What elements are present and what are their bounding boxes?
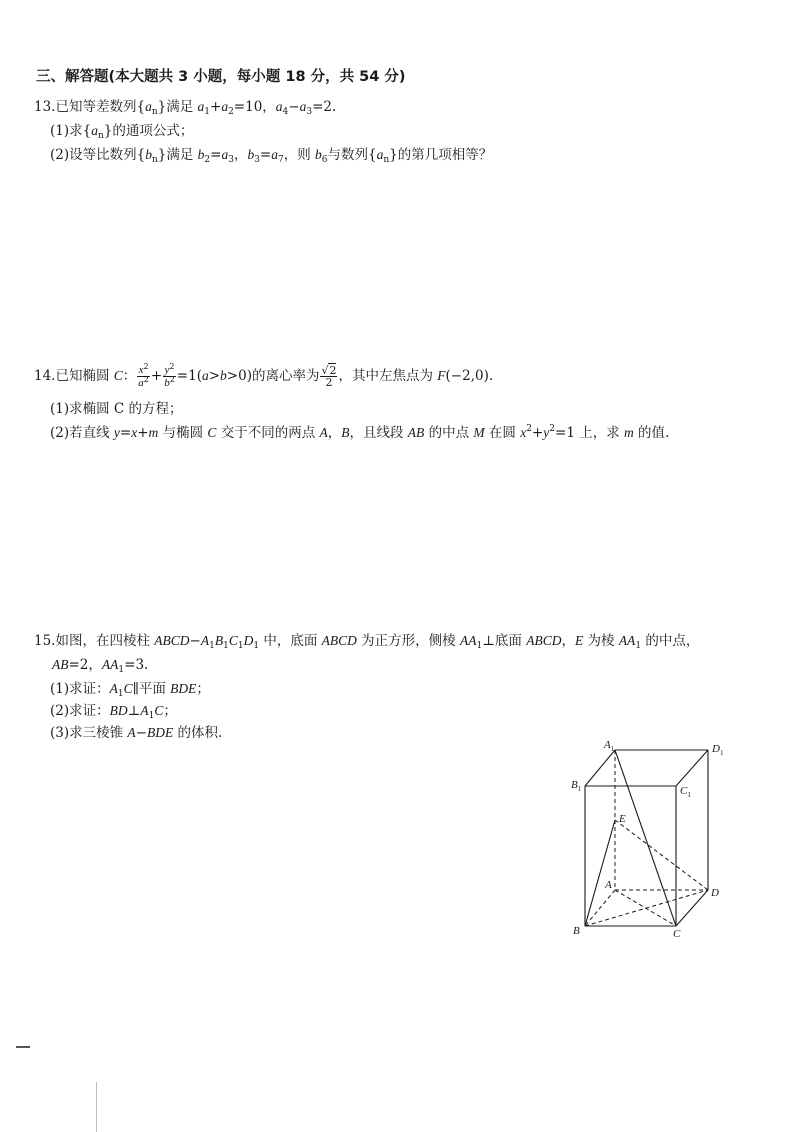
segment-a1-c	[615, 750, 676, 926]
label-a1: $A_1$	[604, 739, 615, 753]
hidden-segment-a-c	[615, 890, 676, 926]
label-c: C	[673, 928, 681, 938]
hidden-segment-e-d	[615, 820, 708, 890]
label-c1: $C_1$	[680, 785, 691, 799]
q14-part1: (1)求椭圆 C 的方程；	[50, 401, 183, 417]
q14-part2: (2)若直线 y=x+m 与椭圆 C 交于不同的两点 A，B，且线段 AB 的中点 M 在圆 $x^2+y^2=1$ 上，求 m 的值.	[50, 424, 670, 441]
label-d: D	[711, 887, 719, 899]
q15-intro: 15.如图，在四棱柱 $ABCD-A_1B_1C_1D_1$ 中，底面 ABCD 为正方形，侧棱 $AA_1\perp$底面 ABCD，E 为棱 $AA_1$ 的中点，	[34, 633, 700, 651]
label-b: B	[573, 925, 580, 937]
q13-part1: (1)求$\{a_n\}$的通项公式；	[50, 123, 194, 141]
q15-part2: (2)求证：$BD\perp A_1C$；	[50, 703, 177, 721]
hidden-segment-b-d	[585, 890, 708, 926]
prism-figure	[570, 738, 730, 938]
label-e: E	[619, 813, 626, 825]
q14-intro: 14.已知椭圆 C： $\frac{x^2}{a^2}$ + $\frac{y^2}{b^2}$ =1(a>b>0)的离心率为 $\frac{√2}{2}$ ，其中左焦点为 F(−2,0).	[34, 362, 494, 389]
label-d1: $D_1$	[712, 743, 724, 757]
q13-part2: (2)设等比数列$\{b_n\}$满足 $b_2=a_3$，$b_3=a_7$，则 $b_6$与数列$\{a_n\}$的第几项相等？	[50, 147, 493, 165]
scan-mark-vertical	[96, 1082, 97, 1132]
q13-intro: 13.已知等差数列$\{a_n\}$满足 $a_1+a_2=10$，$a_4-a_3=2$.	[34, 99, 337, 117]
edge-c-d	[676, 890, 708, 926]
q15-part3: (3)求三棱锥 A−BDE 的体积.	[50, 725, 223, 741]
q15-line2: AB=2，$AA_1=3$.	[52, 657, 149, 675]
edge-a1-b1	[585, 750, 615, 786]
scan-mark-dash	[16, 1046, 30, 1048]
section-title: 三、解答题(本大题共 3 小题，每小题 18 分，共 54 分)	[36, 69, 406, 85]
segment-e-b	[585, 820, 615, 926]
edge-d1-c1	[676, 750, 708, 786]
label-a: A	[605, 879, 612, 891]
hidden-edge-a-b	[585, 890, 615, 926]
q15-part1: (1)求证：$A_1C\parallel$平面 BDE；	[50, 681, 210, 699]
label-b1: $B_1$	[571, 779, 582, 793]
